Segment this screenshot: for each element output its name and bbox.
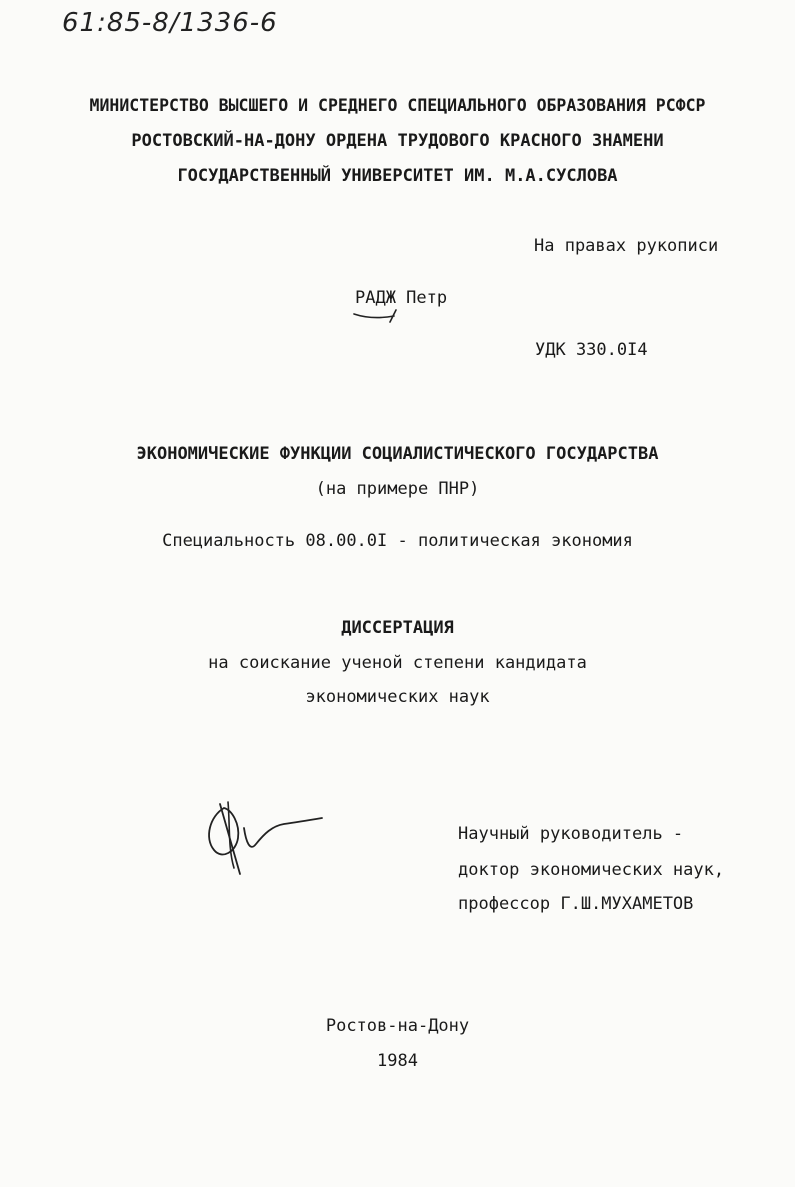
manuscript-rights: На правах рукописи <box>534 236 719 256</box>
city: Ростов-на-Дону <box>325 1016 470 1036</box>
author-underline-mark <box>350 306 410 324</box>
dissertation-heading: ДИССЕРТАЦИЯ <box>341 618 454 638</box>
archive-number: 61:85-8/1336-6 <box>62 8 278 38</box>
supervisor-degree: доктор экономических наук, <box>458 860 725 880</box>
supervisor-name: профессор Г.Ш.МУХАМЕТОВ <box>458 894 694 914</box>
specialty: Специальность 08.00.0I - политическая экономия <box>162 531 633 551</box>
year: 1984 <box>377 1051 418 1071</box>
university-line-1: РОСТОВСКИЙ-НА-ДОНУ ОРДЕНА ТРУДОВОГО КРАСНОГО ЗНАМЕНИ <box>131 131 664 151</box>
supervisor-label: Научный руководитель - <box>458 824 684 844</box>
degree-line-2: экономических наук <box>305 687 490 707</box>
ministry-line: МИНИСТЕРСТВО ВЫСШЕГО И СРЕДНЕГО СПЕЦИАЛЬНОГО ОБРАЗОВАНИЯ РСФСР <box>89 96 706 115</box>
signature <box>198 798 333 878</box>
dissertation-subtitle: (на примере ПНР) <box>315 479 480 499</box>
udc-code: УДК 330.0I4 <box>535 340 648 360</box>
author-name: РАДЖ Петр <box>355 288 448 308</box>
university-line-2: ГОСУДАРСТВЕННЫЙ УНИВЕРСИТЕТ ИМ. М.А.СУСЛОВА <box>177 166 618 186</box>
dissertation-title: ЭКОНОМИЧЕСКИЕ ФУНКЦИИ СОЦИАЛИСТИЧЕСКОГО ГОСУДАРСТВА <box>136 444 659 464</box>
degree-line-1: на соискание ученой степени кандидата <box>208 653 587 673</box>
